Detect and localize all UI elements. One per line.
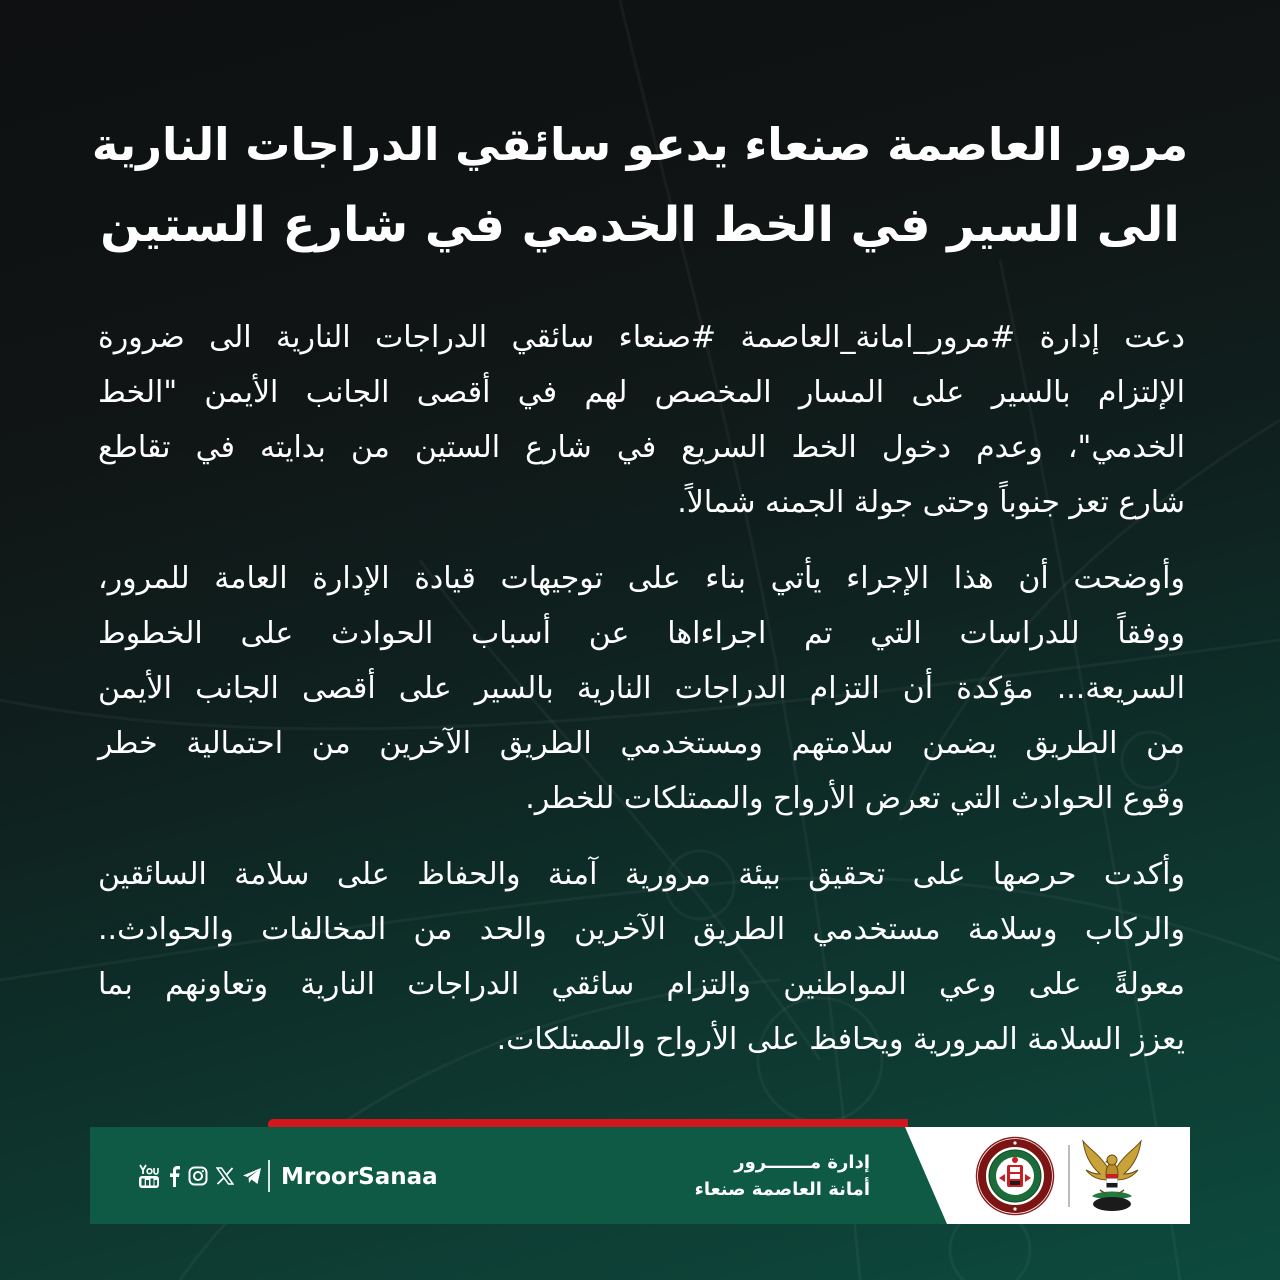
footer-banner [90,1127,1190,1224]
footer-accent-bar [268,1119,908,1127]
handle-divider [268,1160,270,1192]
headline-line-2: الى السير في الخط الخدمي في شارع الستين [100,197,1180,253]
body-paragraph-1-line-1: دعت إدارة #مرور_امانة_العاصمة #صنعاء سائقي الدراجات النارية الى ضرورة [98,320,1185,355]
body-paragraph-2-line-1: وأوضحت أن هذا الإجراء يأتي بناء على توجيهات قيادة الإدارة العامة للمرور، [98,561,1185,596]
body-paragraph-3-line-2: والركاب وسلامة مستخدمي الطريق الآخرين والحد من المخالفات والحوادث.. [98,912,1185,947]
body-paragraph-3 [98,847,1185,1067]
headline-line-1: مرور العاصمة صنعاء يدعو سائقي الدراجات النارية [91,118,1189,171]
body-paragraph-2-line-3: السريعة... مؤكدة أن التزام الدراجات النارية بالسير على أقصى الجانب الأيمن [98,671,1185,706]
telegram-icon [242,1167,262,1185]
department-line-1: إدارة مـــــــرور [734,1152,870,1173]
article-body [98,310,1185,1088]
body-paragraph-2 [98,551,1185,826]
social-handle: MroorSanaa [281,1164,438,1190]
headline [90,105,1190,265]
facebook-icon [168,1165,180,1187]
social-icons [138,1162,262,1190]
body-paragraph-1-line-3: الخدمي"، وعدم دخول الخط السريع في شارع الستين من بدايته في تقاطع [98,430,1185,465]
body-paragraph-1-line-2: الإلتزام بالسير على المسار المخصص لهم في أقصى الجانب الأيمن "الخط [98,375,1185,410]
body-paragraph-1-line-4: شارع تعز جنوباً وحتى جولة الجمنه شمالاً. [677,485,1185,520]
department-line-2: أمانة العاصمة صنعاء [694,1179,870,1200]
eagle-emblem [1080,1138,1144,1214]
body-paragraph-1 [98,310,1185,530]
body-paragraph-2-line-4: من الطريق يضمن سلامتهم ومستخدمي الطريق الآخرين من احتمالية خطر [98,726,1185,761]
body-paragraph-3-line-3: معولةً على وعي المواطنين والتزام سائقي الدراجات النارية وتعاونهم بما [98,967,1185,1002]
body-paragraph-3-line-4: يعزز السلامة المرورية ويحافظ على الأرواح والممتلكات. [496,1022,1185,1057]
body-paragraph-3-line-1: وأكدت حرصها على تحقيق بيئة مرورية آمنة والحفاظ على سلامة السائقين [98,857,1185,892]
x-icon [216,1167,234,1185]
body-paragraph-2-line-2: ووفقاً للدراسات التي تم اجراءاها عن أسباب الحوادث على الخطوط [98,616,1185,651]
instagram-icon [188,1166,208,1186]
logo-divider [1068,1145,1070,1207]
department-name [695,1149,870,1203]
body-paragraph-2-line-5: وقوع الحوادث التي تعرض الأرواح والممتلكات للخطر. [525,781,1185,816]
youtube-icon [138,1163,160,1189]
traffic-police-emblem [975,1136,1055,1216]
